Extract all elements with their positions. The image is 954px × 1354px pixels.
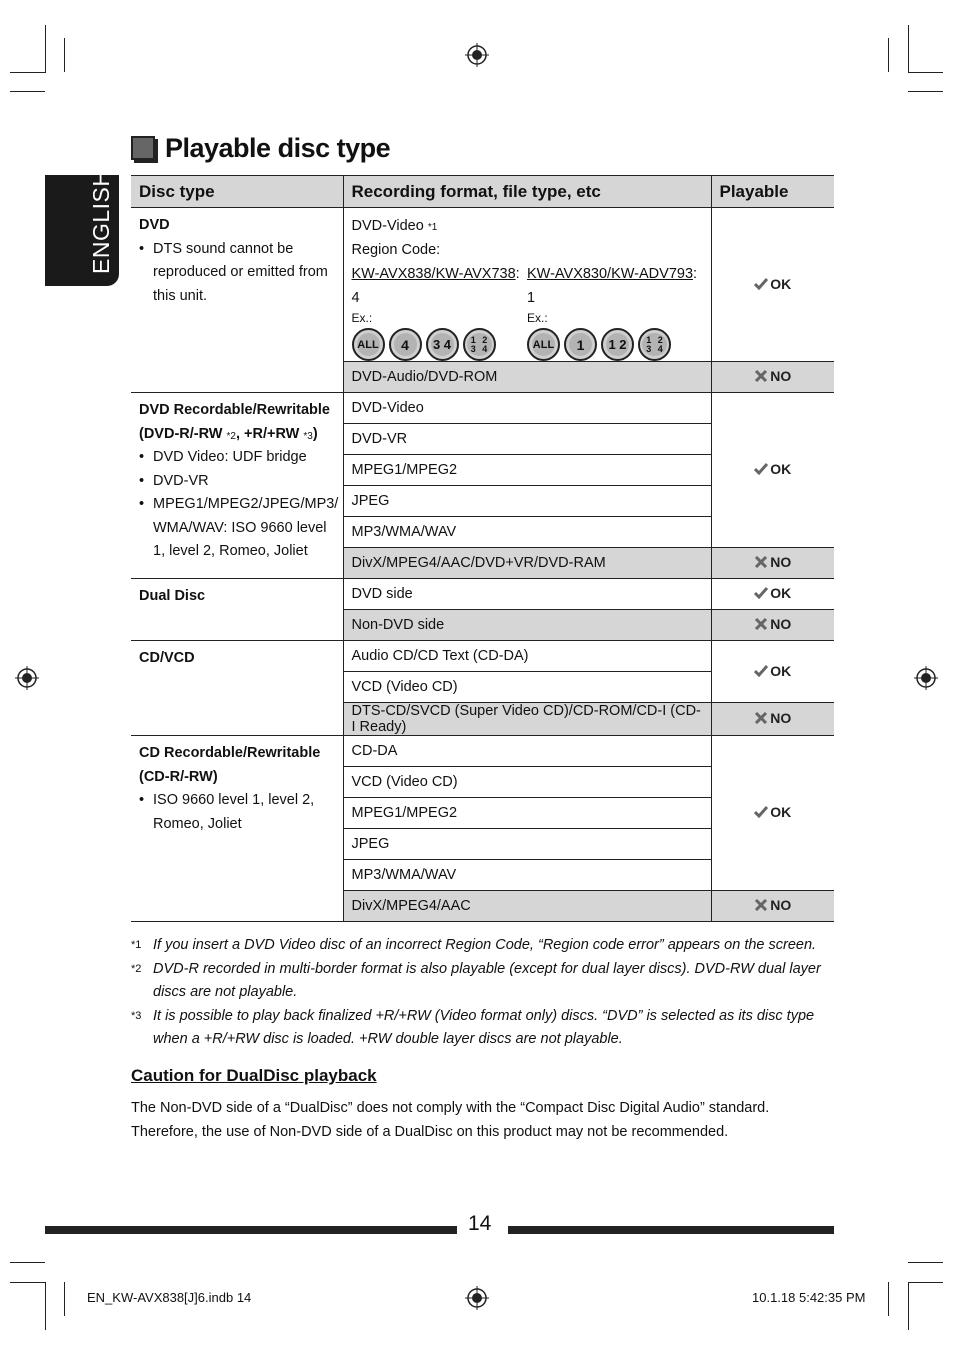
- format-label: DVD-Video: [351, 218, 424, 234]
- disc-name: CD/VCD: [139, 650, 195, 666]
- crop-mark: [64, 38, 65, 72]
- format-label: DivX/MPEG4/AAC/DVD+VR/DVD-RAM: [343, 548, 711, 579]
- table-header-row: [131, 176, 834, 208]
- model-name: KW-AVX830/KW-ADV793: [527, 266, 694, 282]
- region-columns: [352, 262, 703, 361]
- check-icon: [754, 806, 768, 818]
- page-number: 14: [468, 1212, 492, 1235]
- example-label: Ex.:: [351, 311, 373, 325]
- check-icon: [754, 587, 768, 599]
- format-label: MPEG1/MPEG2: [343, 798, 711, 829]
- footnote-text: It is possible to play back finalized +R/+RW (Video format only) discs. “DVD” is selected as its disc type when a +R/+RW disc is loaded. +RW double layer discs are not playable.: [153, 1007, 815, 1047]
- footnote: *3 It is possible to play back finalized +R/+RW (Video format only) discs. “DVD” is selected as its disc type when a +R/+RW disc is loaded. +RW double layer discs are not playable.: [131, 1005, 834, 1052]
- cross-icon: [754, 556, 768, 568]
- table-row: [131, 641, 834, 672]
- format-label: DivX/MPEG4/AAC: [343, 891, 711, 922]
- bullet-text: MPEG1/MPEG2/JPEG/MP3/ WMA/WAV: ISO 9660 level 1, level 2, Romeo, Joliet: [153, 496, 339, 559]
- format-label: JPEG: [343, 829, 711, 860]
- disc-name: DVD: [139, 217, 170, 233]
- page-title: [131, 130, 390, 166]
- registration-mark-icon: [914, 666, 938, 690]
- bullet-text: DVD Video: UDF bridge: [153, 449, 307, 465]
- format-label: DTS-CD/SVCD (Super Video CD)/CD-ROM/CD-I (CD-I Ready): [343, 703, 711, 736]
- crop-mark: [908, 72, 943, 73]
- bullet-text: DVD-VR: [153, 472, 209, 489]
- region-all-icon: ALL: [527, 328, 560, 361]
- footnote: *2 DVD-R recorded in multi-border format is also playable (except for dual layer discs). DVD-RW dual layer discs are not playable.: [131, 958, 834, 1005]
- model-name: KW-AVX838/KW-AVX738: [351, 266, 516, 282]
- format-label: DVD-VR: [343, 424, 711, 455]
- caution-heading: Caution for DualDisc playback: [131, 1066, 377, 1085]
- footer-bar-left: [45, 1226, 457, 1234]
- disc-name: DVD Recordable/Rewritable: [139, 402, 330, 418]
- footer-bar-right: [508, 1226, 834, 1234]
- disc-name-line2: (DVD-R/-RW $^{*2}$, +R/+RW $^{*3}$): [139, 425, 318, 442]
- no-label: NO: [770, 710, 792, 726]
- table-row: [131, 736, 834, 767]
- crop-mark: [10, 1282, 45, 1283]
- cross-icon: [754, 712, 768, 724]
- region-4-icon: 4: [389, 328, 422, 361]
- footnote: *1 If you insert a DVD Video disc of an incorrect Region Code, “Region code error” appears on the screen.: [131, 934, 834, 958]
- region-col-a: [352, 262, 528, 361]
- crop-mark: [888, 38, 889, 72]
- ok-label: OK: [770, 804, 792, 820]
- crop-mark: [908, 1282, 909, 1330]
- region-code: : 1: [527, 266, 698, 306]
- disc-type-dvd-recordable: [131, 393, 343, 579]
- no-label: NO: [770, 897, 792, 913]
- disc-name: Dual Disc: [139, 588, 206, 604]
- format-label: Non-DVD side: [343, 610, 711, 641]
- playable-ok: [711, 393, 834, 548]
- ok-label: OK: [770, 585, 792, 601]
- format-label: CD-DA: [343, 736, 711, 767]
- bullet-text: DTS sound cannot be reproduced or emitted from this unit.: [153, 240, 328, 304]
- bullet-text: ISO 9660 level 1, level 2, Romeo, Joliet: [153, 792, 315, 832]
- footnote-ref: *1: [427, 222, 438, 233]
- playable-ok: [711, 208, 834, 362]
- format-label: MP3/WMA/WAV: [343, 517, 711, 548]
- crop-mark: [908, 1282, 943, 1283]
- format-label: JPEG: [343, 486, 711, 517]
- crop-mark: [10, 91, 45, 92]
- header-playable: Playable: [711, 176, 834, 208]
- region-3-4-icon: 3 4: [426, 328, 459, 361]
- slug-left: EN_KW-AVX838[J]6.indb 14: [87, 1290, 252, 1305]
- format-label: DVD-Video: [343, 393, 711, 424]
- crop-mark: [908, 1262, 943, 1263]
- registration-mark-icon: [465, 43, 489, 67]
- list-item: • DVD Video: UDF bridge: [139, 446, 335, 470]
- table-row: [131, 208, 834, 362]
- region-all-icon: ALL: [352, 328, 385, 361]
- footnotes: [131, 934, 834, 1052]
- ok-label: OK: [770, 461, 792, 477]
- cross-icon: [754, 618, 768, 630]
- example-label: Ex.:: [527, 311, 548, 325]
- region-icons: [352, 328, 528, 361]
- ok-label: OK: [770, 275, 792, 292]
- check-icon: [754, 665, 768, 677]
- format-label: VCD (Video CD): [343, 767, 711, 798]
- registration-mark-icon: [465, 1286, 489, 1310]
- slug-right: 10.1.18 5:42:35 PM: [752, 1290, 866, 1305]
- disc-type-cd-recordable: [131, 736, 343, 922]
- crop-mark: [908, 25, 909, 73]
- no-label: NO: [770, 368, 792, 384]
- format-label: Audio CD/CD Text (CD-DA): [343, 641, 711, 672]
- region-col-b: [527, 262, 703, 361]
- disc-name: CD Recordable/Rewritable: [139, 745, 321, 761]
- region-multi-icon: 1 2 3 4: [463, 328, 496, 361]
- format-label: DVD-Audio/DVD-ROM: [343, 362, 711, 393]
- disc-type-table: [131, 175, 834, 922]
- list-item: • DVD-VR: [139, 470, 335, 494]
- table-row: [131, 579, 834, 610]
- region-1-icon: 1: [564, 328, 597, 361]
- region-icons: [527, 328, 703, 361]
- check-icon: [754, 278, 768, 290]
- no-label: NO: [770, 554, 792, 570]
- playable-no: [711, 548, 834, 579]
- caution-body: The Non-DVD side of a “DualDisc” does not comply with the “Compact Disc Digital Audio” standard. Therefore, the use of Non-DVD side of a DualDisc on this product may not be recommended.: [131, 1100, 770, 1140]
- format-label: DVD side: [343, 579, 711, 610]
- crop-mark: [64, 1282, 65, 1316]
- region-code: : 4: [351, 266, 520, 306]
- playable-no: [711, 610, 834, 641]
- crop-mark: [45, 25, 46, 73]
- crop-mark: [908, 91, 943, 92]
- playable-no: [711, 362, 834, 393]
- cross-icon: [754, 370, 768, 382]
- playable-ok: [711, 641, 834, 703]
- disc-name-line2: (CD-R/-RW): [139, 768, 218, 785]
- footnote-text: DVD-R recorded in multi-border format is also playable (except for dual layer discs). DVD-RW dual layer discs are not playable.: [153, 960, 821, 1000]
- crop-mark: [888, 1282, 889, 1316]
- playable-ok: [711, 579, 834, 610]
- region-1-2-icon: 1 2: [601, 328, 634, 361]
- page-title-text: Playable disc type: [165, 132, 391, 163]
- language-tab-label: ENGLISH: [88, 169, 114, 274]
- playable-no: [711, 703, 834, 736]
- list-item: • MPEG1/MPEG2/JPEG/MP3/ WMA/WAV: ISO 9660 level 1, level 2, Romeo, Joliet: [139, 493, 335, 564]
- playable-no: [711, 891, 834, 922]
- crop-mark: [10, 72, 45, 73]
- title-square-icon: [131, 136, 155, 160]
- cross-icon: [754, 899, 768, 911]
- crop-mark: [45, 1282, 46, 1330]
- region-multi-icon: 1 2 3 4: [638, 328, 671, 361]
- check-icon: [754, 463, 768, 475]
- list-item: • DTS sound cannot be reproduced or emitted from this unit.: [139, 238, 335, 309]
- registration-mark-icon: [15, 666, 39, 690]
- footnote-text: If you insert a DVD Video disc of an incorrect Region Code, “Region code error” appears on the screen.: [153, 937, 817, 953]
- crop-mark: [10, 1262, 45, 1263]
- header-disc-type: Disc type: [131, 176, 343, 208]
- region-code-label: Region Code:: [351, 242, 441, 258]
- no-label: NO: [770, 616, 792, 632]
- table-row: [131, 393, 834, 424]
- format-dvd-video: [343, 208, 711, 362]
- format-label: MP3/WMA/WAV: [343, 860, 711, 891]
- list-item: • ISO 9660 level 1, level 2, Romeo, Joliet: [139, 789, 335, 836]
- format-label: VCD (Video CD): [343, 672, 711, 703]
- ok-label: OK: [770, 662, 792, 679]
- disc-type-dual-disc: [131, 579, 343, 641]
- disc-type-dvd: [131, 208, 343, 393]
- header-recording-format: Recording format, file type, etc: [343, 176, 711, 208]
- disc-type-cd-vcd: [131, 641, 343, 736]
- format-label: MPEG1/MPEG2: [343, 455, 711, 486]
- playable-ok: [711, 736, 834, 891]
